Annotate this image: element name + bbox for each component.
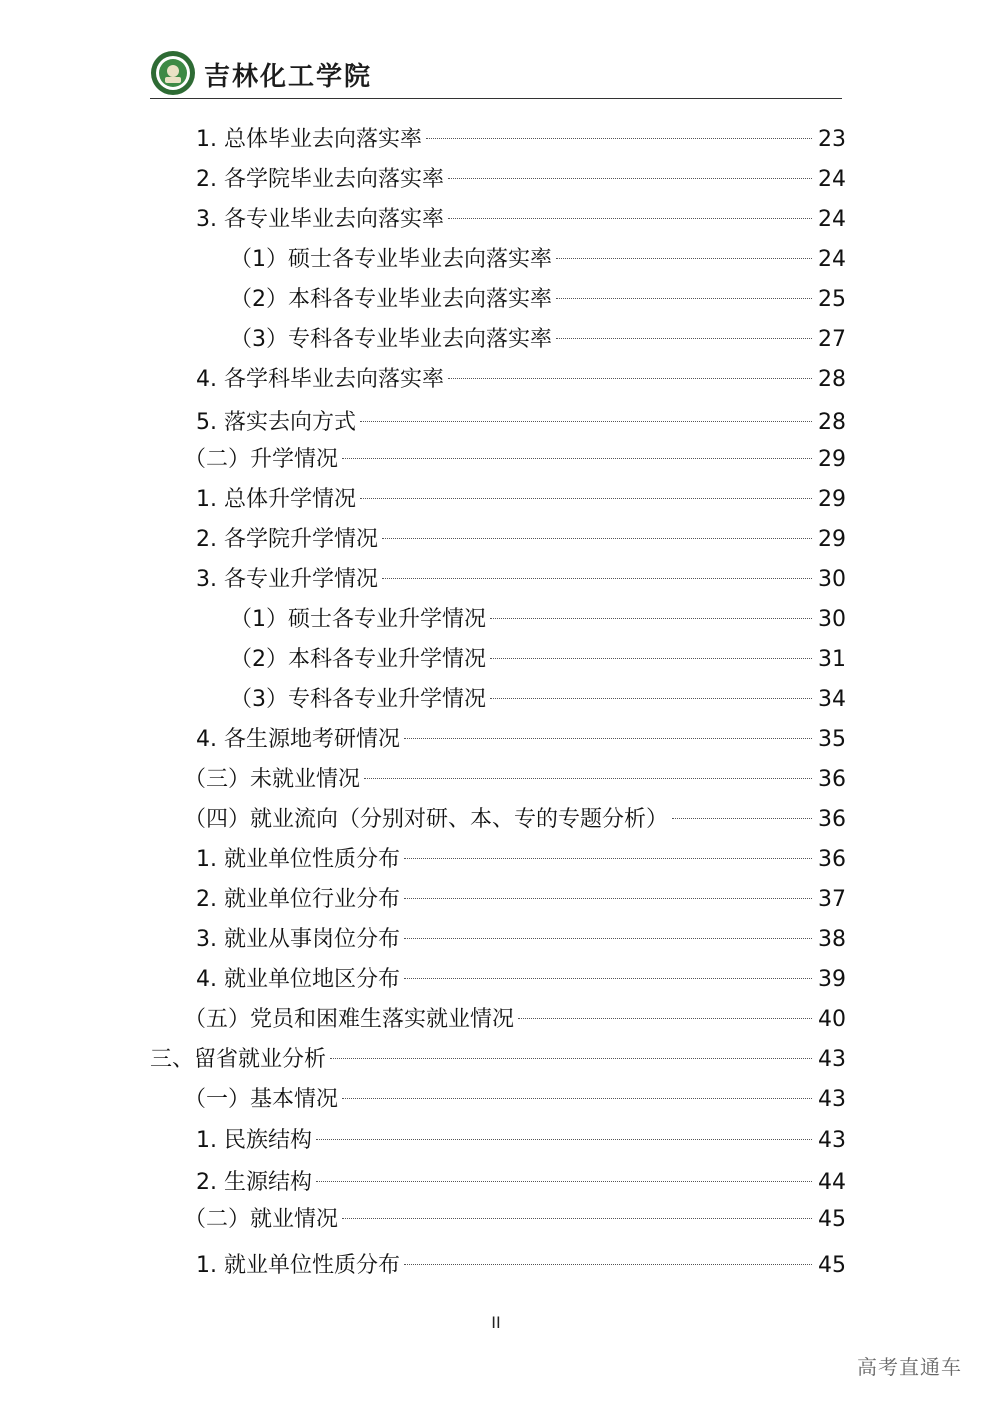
toc-entry-title: 1. 就业单位性质分布 (196, 847, 400, 872)
toc-entry-title: （二）升学情况 (184, 447, 339, 472)
toc-entry-page: 30 (818, 607, 846, 632)
toc-entry[interactable] (196, 725, 846, 755)
toc-entry-page: 39 (818, 967, 846, 992)
toc-entry-page: 38 (818, 927, 846, 952)
toc-entry-title: 4. 就业单位地区分布 (196, 967, 400, 992)
toc-dot-leader (404, 738, 812, 739)
toc-entry-title: （五）党员和困难生落实就业情况 (184, 1007, 515, 1032)
toc-entry-title: （1）硕士各专业毕业去向落实率 (230, 247, 552, 272)
toc-dot-leader (382, 578, 812, 579)
toc-entry-title: 1. 总体升学情况 (196, 487, 356, 512)
toc-entry-title: 3. 各专业毕业去向落实率 (196, 207, 444, 232)
toc-entry[interactable] (184, 445, 846, 475)
toc-entry[interactable] (184, 1085, 846, 1115)
toc-entry[interactable] (196, 525, 846, 555)
toc-entry-title: （二）就业情况 (184, 1207, 339, 1232)
toc-dot-leader (404, 1264, 812, 1265)
toc-entry-title: 2. 各学院升学情况 (196, 527, 378, 552)
toc-entry-title: 4. 各生源地考研情况 (196, 727, 400, 752)
toc-entry-title: （四）就业流向（分别对研、本、专的专题分析） (184, 807, 669, 832)
toc-dot-leader (316, 1139, 812, 1140)
toc-entry-title: （1）硕士各专业升学情况 (230, 607, 486, 632)
toc-entry-title: （3）专科各专业升学情况 (230, 687, 486, 712)
toc-entry-page: 28 (818, 367, 846, 392)
toc-entry-page: 24 (818, 207, 846, 232)
watermark-text: 高考直通车 (857, 1355, 962, 1379)
toc-dot-leader (360, 498, 812, 499)
toc-dot-leader (330, 1058, 812, 1059)
toc-entry-title: 1. 总体毕业去向落实率 (196, 127, 422, 152)
toc-dot-leader (342, 1098, 812, 1099)
toc-entry-title: （一）基本情况 (184, 1087, 339, 1112)
toc-dot-leader (448, 178, 812, 179)
toc-entry[interactable] (230, 605, 846, 635)
toc-dot-leader (672, 818, 812, 819)
toc-entry-page: 43 (818, 1128, 846, 1153)
toc-entry-page: 35 (818, 727, 846, 752)
toc-entry-title: 1. 民族结构 (196, 1128, 312, 1153)
toc-dot-leader (316, 1181, 812, 1182)
toc-entry[interactable] (196, 565, 846, 595)
toc-entry[interactable] (196, 1168, 846, 1198)
toc-entry-title: 1. 就业单位性质分布 (196, 1253, 400, 1278)
toc-entry[interactable] (230, 245, 846, 275)
toc-entry[interactable] (184, 765, 846, 795)
toc-entry[interactable] (196, 845, 846, 875)
toc-dot-leader (490, 698, 812, 699)
toc-entry[interactable] (196, 485, 846, 515)
toc-entry[interactable] (196, 925, 846, 955)
toc-dot-leader (490, 618, 812, 619)
toc-entry-page: 45 (818, 1207, 846, 1232)
toc-entry-page: 29 (818, 527, 846, 552)
toc-entry-page: 36 (818, 767, 846, 792)
toc-entry-page: 24 (818, 247, 846, 272)
toc-entry[interactable] (230, 285, 846, 315)
toc-dot-leader (342, 458, 812, 459)
toc-entry-title: 4. 各学科毕业去向落实率 (196, 367, 444, 392)
toc-entry-page: 40 (818, 1007, 846, 1032)
toc-entry[interactable] (196, 408, 846, 438)
toc-entry[interactable] (196, 205, 846, 235)
toc-entry-page: 30 (818, 567, 846, 592)
toc-entry[interactable] (184, 805, 846, 835)
toc-entry-title: （2）本科各专业升学情况 (230, 647, 486, 672)
toc-dot-leader (448, 218, 812, 219)
toc-dot-leader (556, 298, 812, 299)
toc-entry-title: 3. 各专业升学情况 (196, 567, 378, 592)
toc-dot-leader (364, 778, 812, 779)
toc-dot-leader (404, 898, 812, 899)
toc-entry[interactable] (196, 1251, 846, 1281)
toc-entry-page: 25 (818, 287, 846, 312)
toc-entry-title: （三）未就业情况 (184, 767, 361, 792)
toc-dot-leader (556, 258, 812, 259)
toc-dot-leader (360, 421, 812, 422)
toc-entry[interactable] (230, 645, 846, 675)
toc-dot-leader (426, 138, 812, 139)
toc-dot-leader (404, 978, 812, 979)
toc-entry-title: 2. 各学院毕业去向落实率 (196, 167, 444, 192)
toc-dot-leader (490, 658, 812, 659)
toc-dot-leader (404, 938, 812, 939)
toc-entry-page: 27 (818, 327, 846, 352)
toc-entry-title: 5. 落实去向方式 (196, 410, 356, 435)
toc-dot-leader (382, 538, 812, 539)
toc-entry-title: 2. 生源结构 (196, 1170, 312, 1195)
toc-entry-page: 37 (818, 887, 846, 912)
toc-entry[interactable] (196, 165, 846, 195)
toc-entry-title: 2. 就业单位行业分布 (196, 887, 400, 912)
school-name: 吉林化工学院 (204, 62, 373, 92)
toc-entry-page: 45 (818, 1253, 846, 1278)
toc-entry[interactable] (184, 1005, 846, 1035)
toc-dot-leader (342, 1218, 812, 1219)
toc-entry[interactable] (196, 965, 846, 995)
toc-entry-page: 36 (818, 847, 846, 872)
toc-entry[interactable] (150, 1045, 846, 1075)
toc-entry[interactable] (196, 365, 846, 395)
toc-entry-title: 3. 就业从事岗位分布 (196, 927, 400, 952)
toc-entry-title: 三、留省就业分析 (150, 1047, 327, 1072)
toc-entry-page: 43 (818, 1087, 846, 1112)
toc-entry[interactable] (196, 125, 846, 155)
toc-entry-page: 34 (818, 687, 846, 712)
toc-entry-title: （2）本科各专业毕业去向落实率 (230, 287, 552, 312)
toc-dot-leader (448, 378, 812, 379)
toc-dot-leader (518, 1018, 812, 1019)
toc-entry-page: 28 (818, 410, 846, 435)
page-number: II (491, 1313, 501, 1332)
toc-dot-leader (404, 858, 812, 859)
toc-entry[interactable] (184, 1205, 846, 1235)
toc-entry-page: 24 (818, 167, 846, 192)
toc-entry-page: 23 (818, 127, 846, 152)
toc-entry-page: 44 (818, 1170, 846, 1195)
toc-entry[interactable] (196, 885, 846, 915)
toc-entry-page: 31 (818, 647, 846, 672)
toc-entry-page: 43 (818, 1047, 846, 1072)
toc-entry[interactable] (196, 1126, 846, 1156)
toc-dot-leader (556, 338, 812, 339)
toc-entry[interactable] (230, 325, 846, 355)
toc-entry-title: （3）专科各专业毕业去向落实率 (230, 327, 552, 352)
toc-entry-page: 36 (818, 807, 846, 832)
toc-entry[interactable] (230, 685, 846, 715)
toc-entry-page: 29 (818, 487, 846, 512)
toc-entry-page: 29 (818, 447, 846, 472)
